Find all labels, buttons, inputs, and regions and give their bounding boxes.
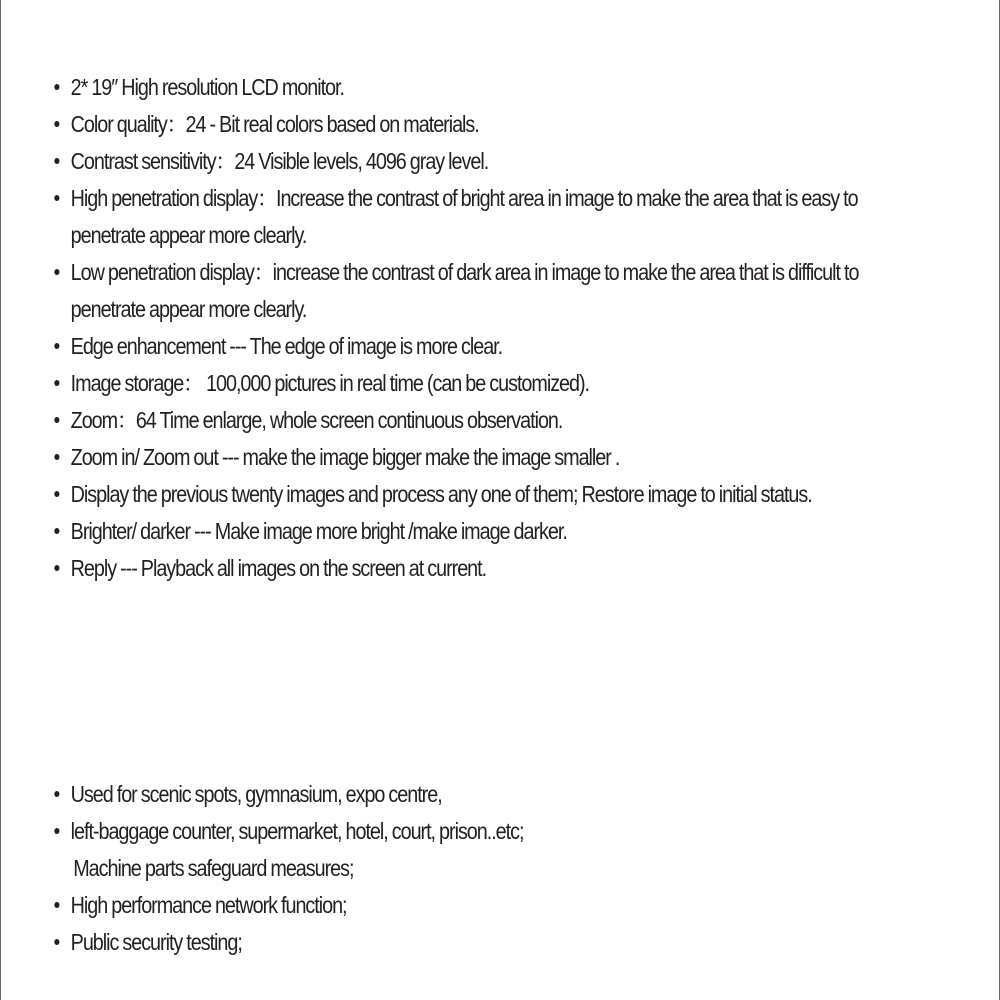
bullet-icon — [54, 195, 59, 201]
list-item — [1, 106, 895, 143]
list-item-text: Display the previous twenty images and process any one of them; Restore image to initial status. — [70, 481, 812, 507]
list-item-text: Low penetration display：increase the contrast of dark area in image to make the area that is difficult to penetrate appear more clearly. — [70, 259, 859, 322]
bullet-icon — [54, 791, 59, 797]
bullet-icon — [54, 828, 59, 834]
list-item-text: Reply --- Playback all images on the screen at current. — [70, 555, 487, 581]
list-item-text: Image storage： 100,000 pictures in real time (can be customized). — [70, 370, 590, 396]
list-item — [1, 365, 895, 402]
list-item — [1, 887, 895, 924]
list-item — [1, 513, 895, 550]
bullet-icon — [54, 380, 59, 386]
bullet-icon — [54, 158, 59, 164]
list-item — [1, 69, 895, 106]
list-item-text: Contrast sensitivity：24 Visible levels, 4096 gray level. — [70, 148, 489, 174]
bullet-icon — [54, 491, 59, 497]
list-item-text: left-baggage counter, supermarket, hotel, court, prison..etc; — [70, 818, 524, 844]
list-item — [1, 813, 895, 850]
bullet-icon — [54, 454, 59, 460]
list-item-text: Edge enhancement --- The edge of image is more clear. — [70, 333, 503, 359]
list-item-text: 2* 19″ High resolution LCD monitor. — [70, 74, 344, 100]
bullet-icon — [54, 84, 59, 90]
bullet-icon — [54, 939, 59, 945]
list-item-text: Public security testing; — [70, 929, 242, 955]
bullet-icon — [54, 269, 59, 275]
list-item — [1, 924, 895, 961]
list-item — [1, 550, 895, 587]
applications-list — [1, 776, 1000, 961]
list-item-text: High performance network function; — [70, 892, 347, 918]
list-item-text: Zoom in/ Zoom out --- make the image bigger make the image smaller . — [70, 444, 620, 470]
bullet-icon — [54, 528, 59, 534]
list-item-text: Machine parts safeguard measures; — [73, 855, 354, 881]
list-item — [1, 143, 895, 180]
list-item — [1, 254, 895, 328]
bullet-icon — [54, 902, 59, 908]
list-item-text: Color quality：24 - Bit real colors based on materials. — [70, 111, 479, 137]
list-item-text: Zoom：64 Time enlarge, whole screen continuous observation. — [70, 407, 563, 433]
bullet-icon — [54, 343, 59, 349]
list-item-text: High penetration display：Increase the contrast of bright area in image to make the area that is easy to penetrate appear more clearly. — [70, 185, 858, 248]
bullet-icon — [54, 417, 59, 423]
list-item — [1, 850, 895, 887]
features-list — [1, 69, 1000, 587]
list-item — [1, 328, 895, 365]
list-item-text: Brighter/ darker --- Make image more bright /make image darker. — [70, 518, 567, 544]
list-item-text: Used for scenic spots, gymnasium, expo centre, — [70, 781, 442, 807]
list-item — [1, 439, 895, 476]
list-item — [1, 180, 895, 254]
bullet-icon — [54, 121, 59, 127]
list-item — [1, 402, 895, 439]
list-item — [1, 776, 895, 813]
list-item — [1, 476, 895, 513]
bullet-icon — [54, 565, 59, 571]
